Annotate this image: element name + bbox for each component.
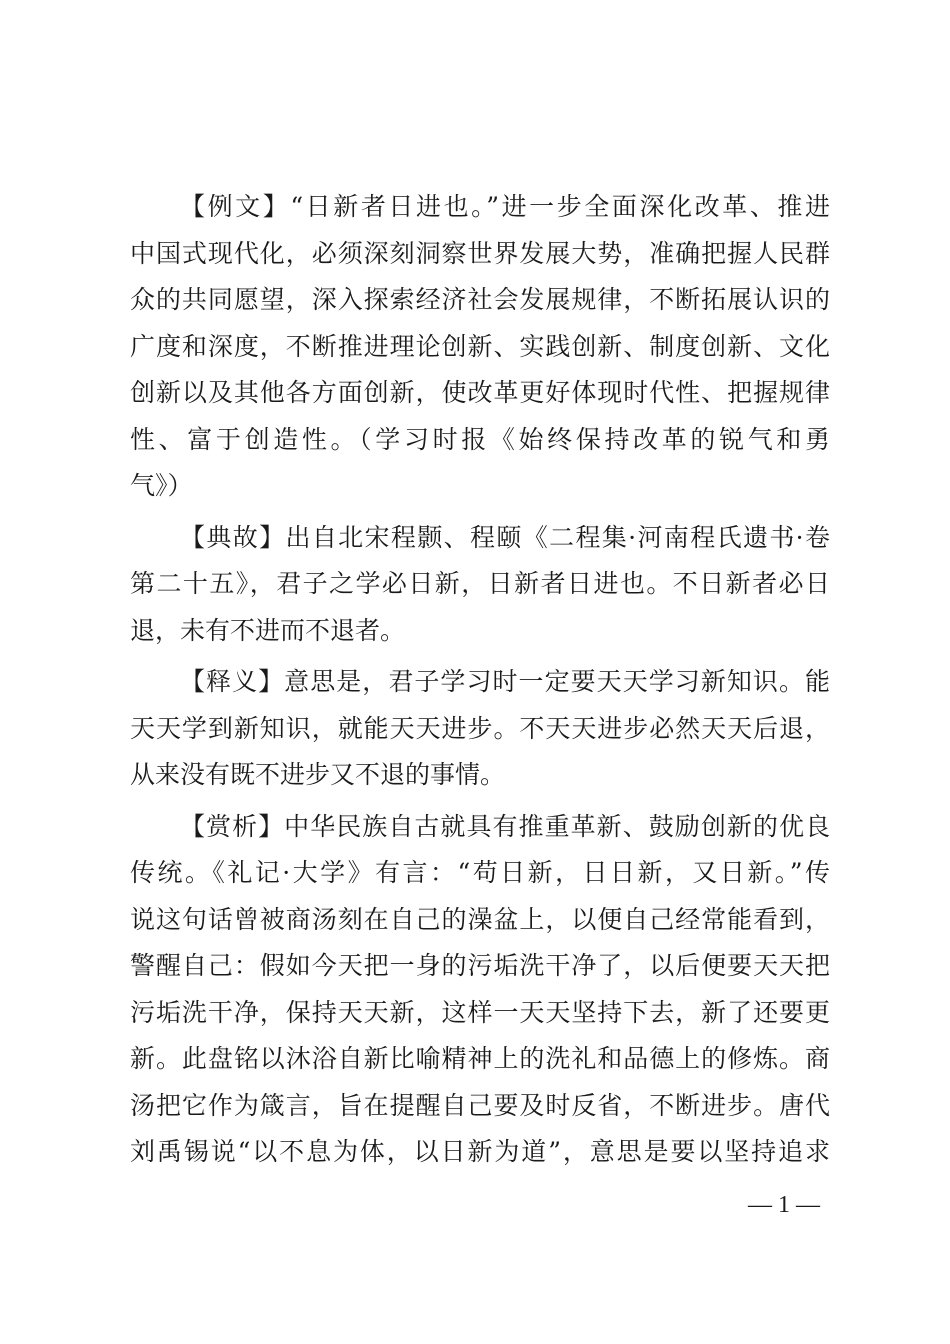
text-line: 【典故】出自北宋程颢、程颐《二程集·河南程氏遗书·卷: [180, 522, 830, 552]
document-body: [130, 184, 830, 1176]
text-line: 天天学到新知识，就能天天进步。不天天进步必然天天后退，: [130, 713, 830, 743]
text-line: 刘禹锡说“以不息为体，以日新为道”，意思是要以坚持追求: [130, 1137, 830, 1166]
appreciation-paragraph: [130, 804, 830, 1176]
text-line: 中国式现代化，必须深刻洞察世界发展大势，准确把握人民群: [130, 238, 830, 268]
text-line: 众的共同愿望，深入探索经济社会发展规律，不断拓展认识的: [130, 285, 830, 314]
text-line: 性、富于创造性。（学习时报《始终保持改革的锐气和勇: [130, 424, 830, 454]
interpretation-paragraph: [130, 659, 830, 799]
text-line: 【释义】意思是，君子学习时一定要天天学习新知识。能: [180, 667, 830, 696]
page-number: — 1 —: [748, 1192, 820, 1218]
allusion-paragraph: [130, 515, 830, 655]
text-line: 第二十五》，君子之学必日新，日新者日进也。不日新者必日: [130, 569, 830, 598]
text-line: 【例文】“日新者日进也。”进一步全面深化改革、推进: [180, 192, 830, 221]
text-line: 污垢洗干净，保持天天新，这样一天天坚持下去，新了还要更: [130, 997, 830, 1027]
text-line: 传统。《礼记·大学》有言：“苟日新，日日新，又日新。”传: [130, 858, 830, 887]
text-line: 【赏析】中华民族自古就具有推重革新、鼓励创新的优良: [180, 811, 830, 841]
text-line: 警醒自己：假如今天把一身的污垢洗干净了，以后便要天天把: [130, 951, 830, 980]
text-line: 说这句话曾被商汤刻在自己的澡盆上，以便自己经常能看到，: [130, 904, 830, 934]
text-line: 气》）: [130, 471, 193, 500]
example-paragraph: [130, 184, 830, 510]
text-line: 退，未有不进而不退者。: [130, 615, 406, 645]
text-line: 汤把它作为箴言，旨在提醒自己要及时反省，不断进步。唐代: [130, 1090, 830, 1120]
text-line: 广度和深度，不断推进理论创新、实践创新、制度创新、文化: [130, 331, 830, 361]
text-line: 创新以及其他各方面创新，使改革更好体现时代性、把握规律: [130, 378, 830, 407]
text-line: 新。此盘铭以沐浴自新比喻精神上的洗礼和品德上的修炼。商: [130, 1044, 830, 1073]
text-line: 从来没有既不进步又不退的事情。: [130, 760, 506, 789]
